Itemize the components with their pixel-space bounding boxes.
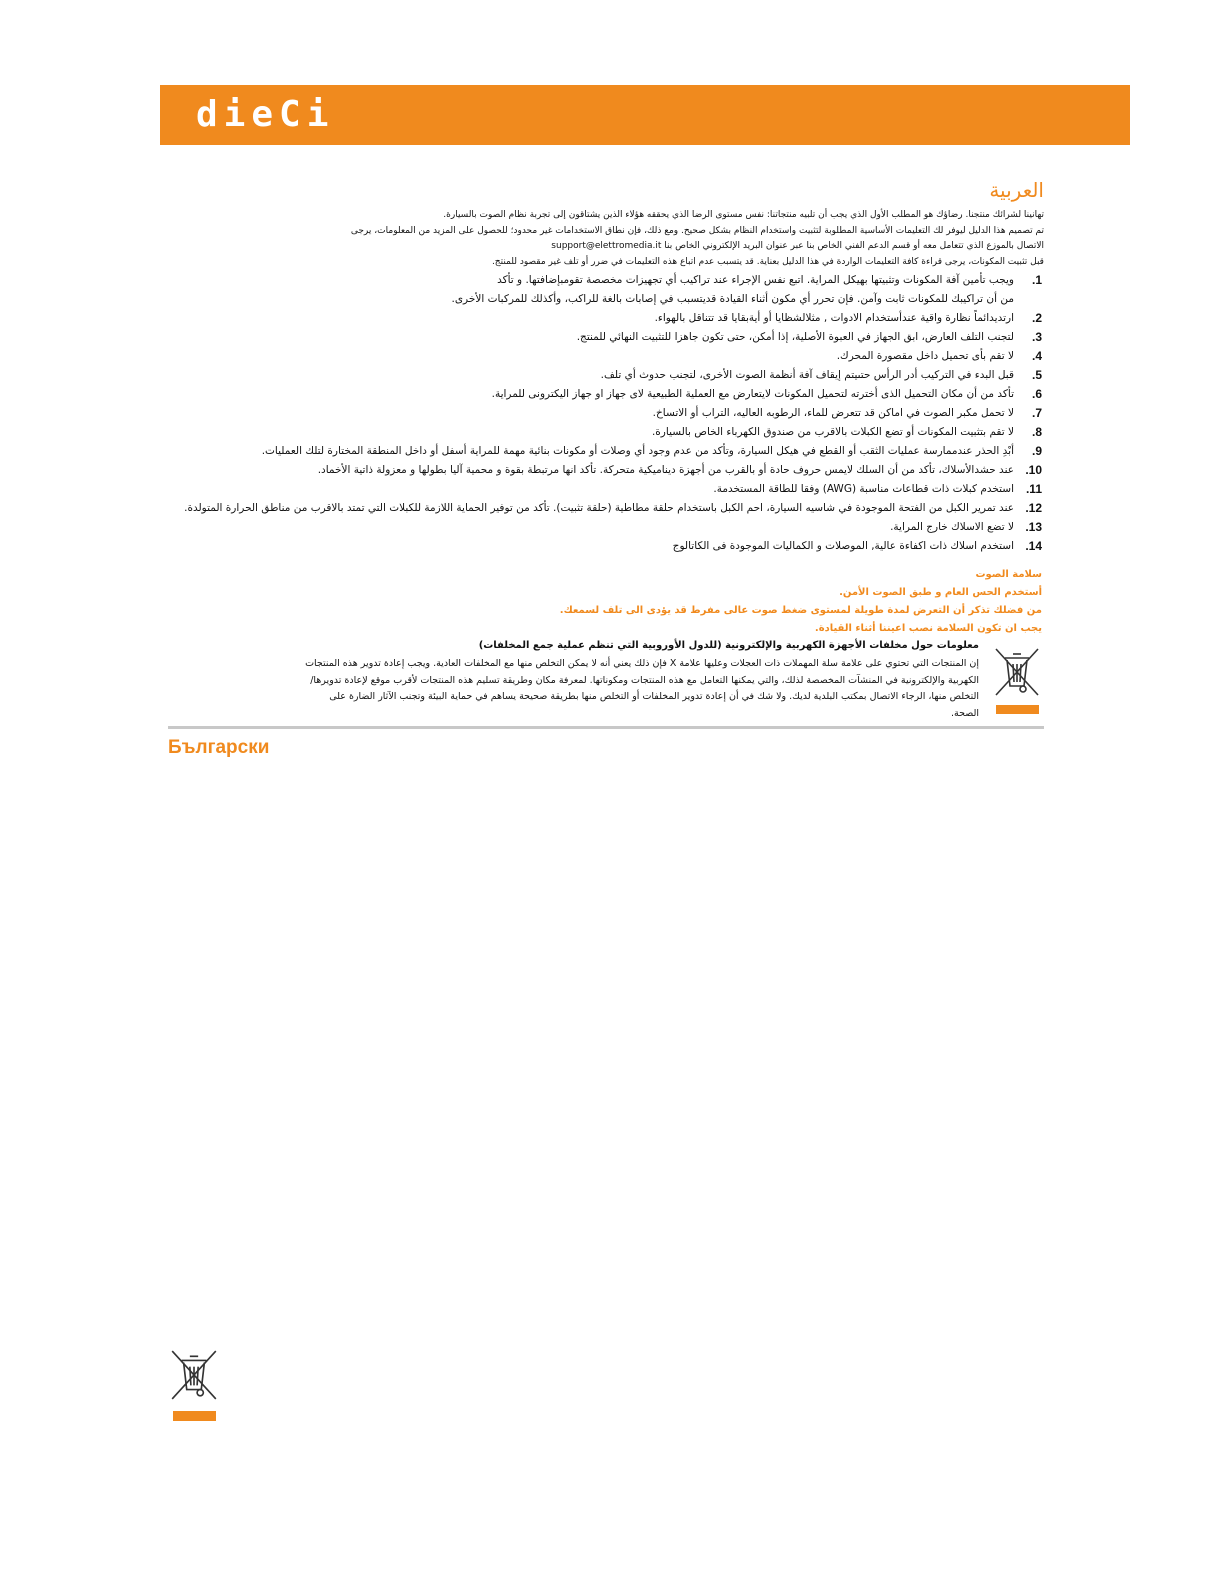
item-number: .7: [1031, 406, 1042, 420]
list-item: [182, 309, 1042, 328]
list-item: [182, 404, 1042, 423]
item-text: من أن تراكيبك للمكونات ثابت وآمن. فإن تحرر أي مكون أثناء القيادة قديتسبب في إصابات بالغة للراكب، وأكذلك للمركبات الأخرى.: [451, 293, 1014, 305]
header-banner: [160, 85, 1130, 145]
section-title-arabic: العربية: [989, 178, 1044, 202]
safety-line: من فضلك تذكر أن التعرض لمدة طويلة لمستوى ضغط صوت عالى مفرط قد يؤدى الى تلف لسمعك.: [559, 605, 1042, 616]
item-number: .14: [1025, 539, 1042, 553]
item-text: لتجنب التلف العارض، ابق الجهاز في العبوة الأصلية، إذا أمكن، حتى تكون جاهزا للتثبيت النهائي للمنتج.: [576, 331, 1014, 343]
weee-paragraph: [279, 656, 979, 722]
item-number: .6: [1031, 387, 1042, 401]
list-item: [182, 537, 1042, 556]
list-item: [182, 499, 1042, 518]
weee-bar: [996, 705, 1039, 714]
list-item: [182, 518, 1042, 537]
item-number: .12: [1025, 501, 1042, 515]
brand-logo: dieCi: [196, 94, 335, 135]
item-number: .4: [1031, 349, 1042, 363]
list-item: [182, 423, 1042, 442]
list-item: [182, 347, 1042, 366]
item-text: لا تضع الاسلاك خارج المراية.: [890, 521, 1014, 533]
item-number: .13: [1025, 520, 1042, 534]
item-text: لا تحمل مكبر الصوت في اماكن قد تتعرض للماء، الرطوبه العاليه، التراب أو الاتساخ.: [652, 407, 1014, 419]
item-text: أبْدِ الحذر عندممارسة عمليات الثقب أو القطع في هيكل السيارة، وتأكد من عدم وجود أي وصلات أو مكونات بنائية مهمة للمراية أسفل أو داخل المنطقة المختارة لتلك العمليات.: [261, 445, 1014, 457]
intro-paragraph: [164, 208, 1044, 270]
item-number: .2: [1031, 311, 1042, 325]
item-text: ويجب تأمين آفة المكونات وتثبيتها بهيكل المراية. اتبع نفس الإجراء عند تراكيب أي تجهيزات مخصصة تقومبإضافتها. و تأكد: [497, 274, 1014, 286]
item-text: عند حشدالأسلاك، تأكد من أن السلك لايمس حروف حادة أو بالقرب من أجهزة ديناميكية متحركة. تأكد انها مرتبطة بقوة و محمية آليا بطولها و معزولة ذاتية الأخماد.: [317, 464, 1014, 476]
weee-bar: [173, 1411, 216, 1421]
item-text: لا تقم بتثبيت المكونات أو تضع الكبلات بالاقرب من صندوق الكهرباء الخاص بالسيارة.: [651, 426, 1014, 438]
section-divider: [168, 726, 1044, 729]
item-text: استخدم اسلاك ذات اكفاءة عالية, الموصلات و الكماليات الموجودة فى الكاتالوج: [672, 540, 1014, 552]
weee-line: إن المنتجات التي تحتوي على علامة سلة المهملات ذات العجلات وعليها علامة X فإن ذلك يعني أنه لا يمكن التخلص منها مع المخلفات العادية. ويجب إعادة تدوير هذه المنتجات: [305, 658, 979, 669]
weee-line: الصحة.: [950, 707, 979, 719]
item-number: .5: [1031, 368, 1042, 382]
list-item: [182, 328, 1042, 347]
item-text: لا تقم بأى تحميل داخل مقصورة المحرك.: [836, 350, 1014, 362]
item-text: قبل البدء في التركيب أدر الرأس حتىيتم إيقاف آفة أنظمة الصوت الأخرى، لتجنب حدوث أي تلف.: [600, 369, 1014, 381]
sound-safety-notice: [560, 566, 1042, 638]
intro-line: تهانينا لشرائك منتجنا. رضاؤك هو المطلب الأول الذي يجب أن تلبيه منتجاتنا: نفس مستوى الرضا الذي يحققه هؤلاء الذين يشتاقون إلى تجربة نظام الصوت بالسيارة.: [443, 210, 1044, 220]
item-text: ارتديدائماً نظارة واقية عندأستخدام الادوات , مثلالشظايا أو أيةبقايا قد تتناقل بالهواء.: [654, 312, 1014, 324]
weee-line: الكهربية والإلكترونية في المنشآت المخصصة لذلك، والتي يمكنها التعامل مع هذه المنتجات ومكوناتها. لمعرفة مكان وطريقة تسليم هذه المنتجات لأقرب موقع لإعادة تدويرها/: [310, 674, 979, 686]
list-item: [182, 385, 1042, 404]
section-title-bulgarian: Български: [168, 737, 270, 758]
list-item: [182, 366, 1042, 385]
item-text: عند تمرير الكبل من الفتحة الموجودة في شاسيه السيارة، احم الكبل باستخدام حلقة مطاطية (حلقة تثبيت). تأكد من توفير الحماية اللازمة للكبلات التي تمتد بالاقرب من مناطق الحرارة المتولدة.: [184, 502, 1014, 514]
instruction-list: [182, 271, 1042, 556]
item-number: .3: [1031, 330, 1042, 344]
safety-line: يجب ان تكون السلامة نصب اعيننا أثناء القيادة.: [814, 623, 1042, 634]
intro-line: الاتصال بالموزع الذي تتعامل معه أو قسم الدعم الفني الخاص بنا عبر عنوان البريد الإلكتروني الخاص بنا support@elettromedia.it: [551, 241, 1044, 251]
intro-line: قبل تثبيت المكونات، يرجى قراءة كافة التعليمات الواردة في هذا الدليل بعناية. قد يتسبب عدم اتباع هذه التعليمات في ضرر أو تلف غير مقصود للمنتج.: [491, 256, 1044, 267]
item-number: .8: [1031, 425, 1042, 439]
crossed-bin-icon: [993, 646, 1041, 698]
list-item: [182, 480, 1042, 499]
safety-line: أستخدم الحس العام و طبق الصوت الأمن.: [839, 587, 1042, 598]
crossed-bin-icon: [169, 1348, 219, 1402]
intro-line: تم تصميم هذا الدليل ليوفر لك التعليمات الأساسية المطلوبة لتثبيت واستخدام النظام بشكل صحيح. ومع ذلك، فإن نطاق الاستخدامات غير محدود؛ للحصول على المزيد من المعلومات، يرجى: [350, 225, 1044, 236]
item-text: استخدم كبلات ذات قطاعات مناسبة (AWG) وفقا للطاقة المستخدمة.: [713, 483, 1014, 495]
list-item: [182, 461, 1042, 480]
weee-line: التخلص منها، الرجاء الاتصال بمكتب البلدية لديك. ولا شك في أن إعادة تدوير المخلفات أو التخلص منها بطريقة صحيحة يساهم في حماية البيئة وتجنب الآثار الضارة على: [329, 691, 979, 702]
list-item: [182, 442, 1042, 461]
item-number: .9: [1031, 444, 1042, 458]
item-text: تأكد من أن مكان التحميل الذى أخترته لتحميل المكونات لايتعارض مع العملية الطبيعية لاى جهاز او جهاز اليكترونى للمراية.: [491, 388, 1014, 400]
item-number: .10: [1025, 463, 1042, 477]
item-number: .11: [1025, 482, 1042, 496]
safety-heading: سلامة الصوت: [975, 569, 1042, 580]
list-item: [182, 271, 1042, 309]
weee-heading: معلومات حول مخلفات الأجهزة الكهربية والإلكترونية (للدول الأوروبية التي تنظم عملية جمع المخلفات): [478, 640, 979, 651]
item-number: .1: [1031, 273, 1042, 287]
